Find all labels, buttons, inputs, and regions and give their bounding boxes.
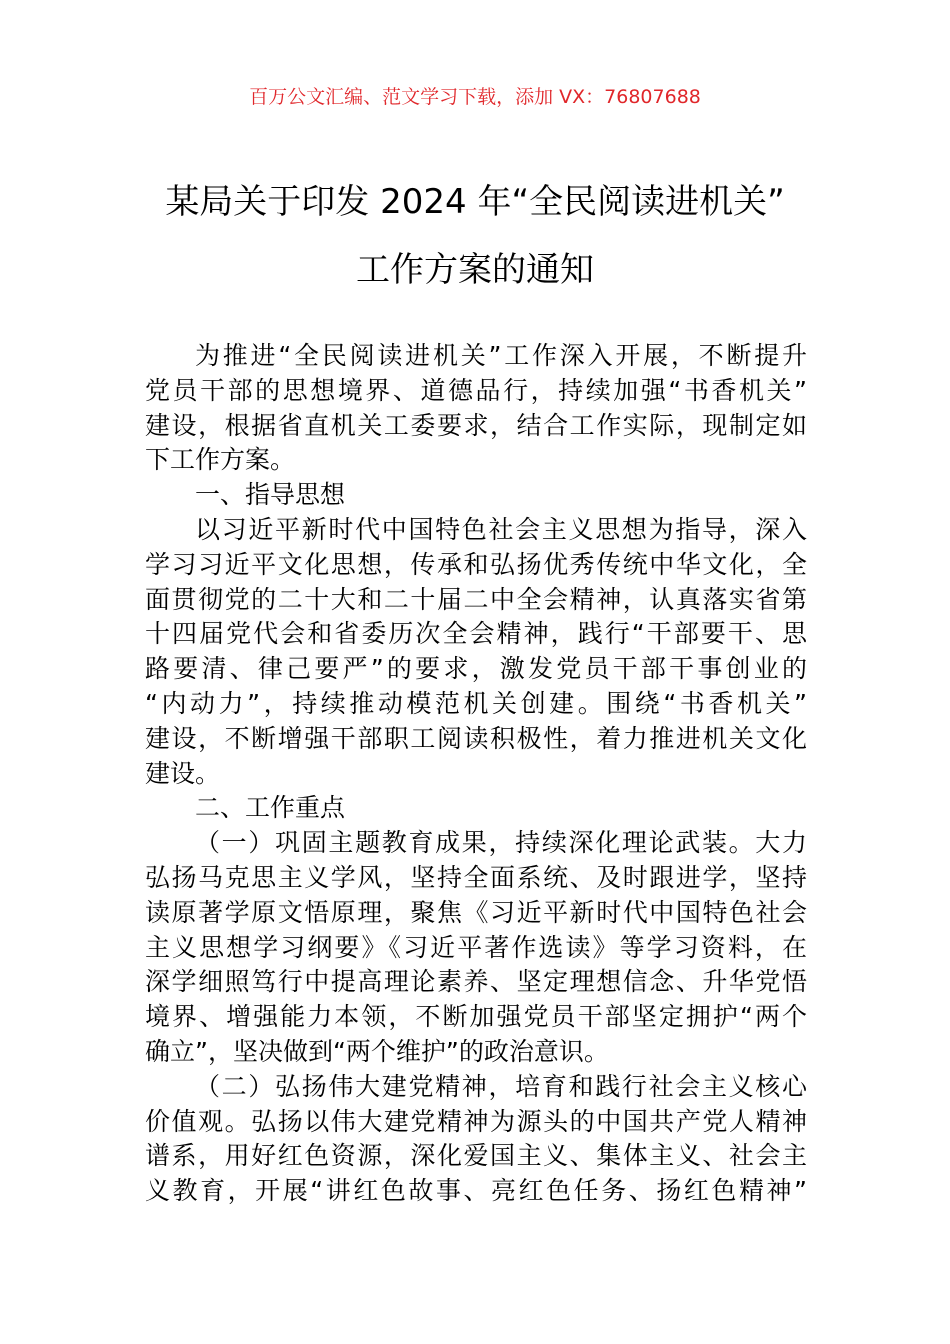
text-line: 学习习近平文化思想，传承和弘扬优秀传统中华文化，全 (145, 549, 807, 579)
document-body (145, 339, 807, 1209)
watermark-text: 百万公文汇编、范文学习下载，添加 VX：76807688 (249, 86, 701, 108)
text-line: 为推进“全民阅读进机关”工作深入开展，不断提升 (195, 341, 807, 370)
paragraph (145, 826, 807, 1070)
text-line: 谱系，用好红色资源，深化爱国主义、集体主义、社会主 (145, 1141, 807, 1171)
document-title-line-2: 工作方案的通知 (356, 250, 594, 290)
text-line: “内动力”，持续推动模范机关创建。围绕“书香机关” (145, 688, 807, 718)
paragraph (145, 339, 807, 478)
document-title-line-1: 某局关于印发 2024 年“全民阅读进机关” (165, 182, 785, 222)
text-line: 深学细照笃行中提高理论素养、坚定理想信念、升华党悟 (145, 967, 807, 997)
text-line: 主义思想学习纲要》《习近平著作选读》等学习资料，在 (145, 932, 807, 962)
section-heading (145, 478, 807, 513)
text-line: 价值观。弘扬以伟大建党精神为源头的中国共产党人精神 (145, 1106, 807, 1136)
text-line: 建设。 (145, 758, 221, 788)
text-line: 下工作方案。 (145, 445, 296, 475)
text-line: 二、工作重点 (195, 793, 346, 823)
text-line: 读原著学原文悟原理，聚焦《习近平新时代中国特色社会 (145, 897, 807, 927)
text-line: 境界、增强能力本领，不断加强党员干部坚定拥护“两个 (145, 1002, 807, 1032)
text-line: 建设，根据省直机关工委要求，结合工作实际，现制定如 (145, 410, 807, 440)
text-line: （二）弘扬伟大建党精神，培育和践行社会主义核心 (195, 1071, 807, 1101)
text-line: 以习近平新时代中国特色社会主义思想为指导，深入 (195, 514, 807, 544)
text-line: 建设，不断增强干部职工阅读积极性，着力推进机关文化 (145, 723, 807, 753)
text-line: 义教育，开展“讲红色故事、亮红色任务、扬红色精神” (145, 1176, 807, 1206)
section-heading (145, 791, 807, 826)
text-line: 确立”，坚决做到“两个维护”的政治意识。 (145, 1036, 609, 1066)
paragraph (145, 513, 807, 791)
text-line: 路要清、律己要严”的要求，激发党员干部干事创业的 (145, 654, 807, 684)
paragraph (145, 1070, 807, 1209)
text-line: 一、指导思想 (195, 480, 346, 510)
text-line: 弘扬马克思主义学风，坚持全面系统、及时跟进学，坚持 (145, 862, 807, 892)
text-line: 面贯彻党的二十大和二十届二中全会精神，认真落实省第 (145, 584, 807, 614)
text-line: 十四届党代会和省委历次全会精神，践行“干部要干、思 (145, 619, 807, 649)
text-line: （一）巩固主题教育成果，持续深化理论武装。大力 (195, 828, 807, 858)
text-line: 党员干部的思想境界、道德品行，持续加强“书香机关” (145, 375, 807, 405)
